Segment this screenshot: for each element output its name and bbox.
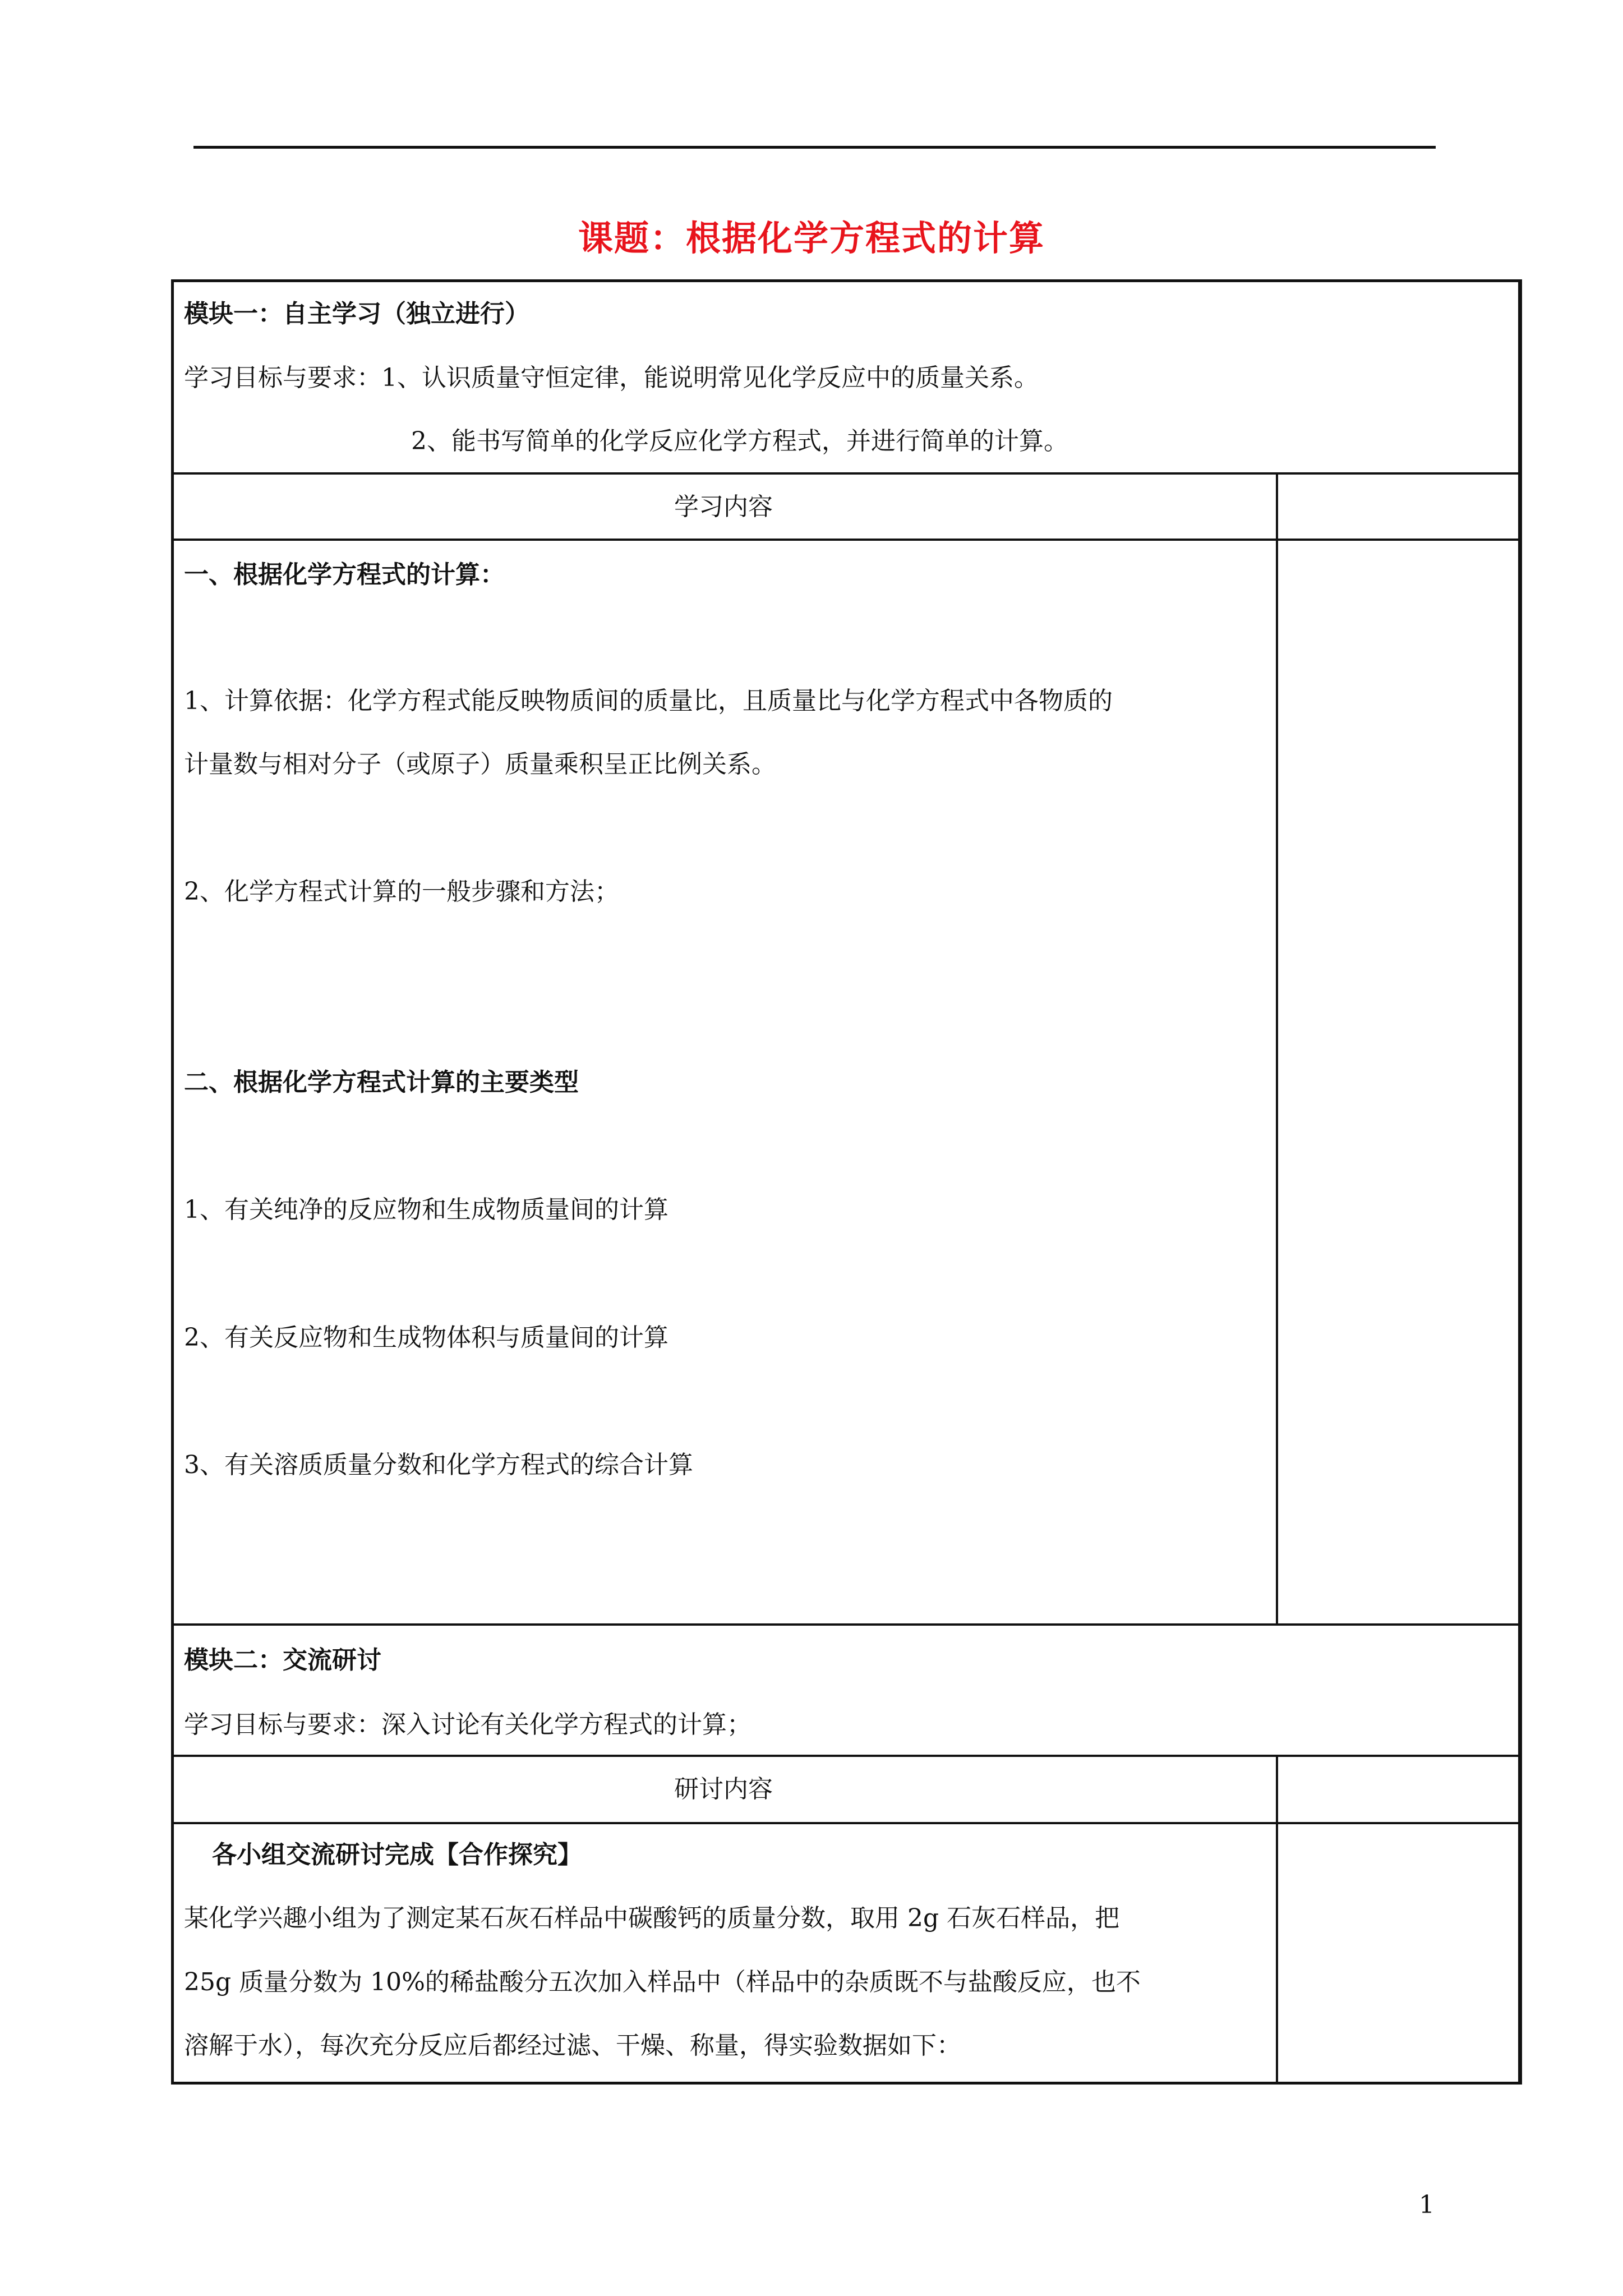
section2-title: 二、根据化学方程式计算的主要类型 (184, 1068, 579, 1097)
section1-title: 一、根据化学方程式的计算： (184, 560, 505, 589)
group-task-title: 各小组交流研讨完成【合作探究】 (212, 1841, 582, 1869)
page-title: 课题：根据化学方程式的计算 (578, 218, 1045, 259)
header-rule (193, 146, 1436, 149)
section1-item1-line2: 计量数与相对分子（或原子）质量乘积呈正比例关系。 (184, 750, 776, 779)
problem-para-line1: 某化学兴趣小组为了测定某石灰石样品中碳酸钙的质量分数，取用 2g 石灰石样品，把 (184, 1904, 1120, 1932)
problem-para-line3: 溶解于水），每次充分反应后都经过滤、干燥、称量，得实验数据如下： (184, 2031, 961, 2060)
module2-content-header: 研讨内容 (674, 1775, 773, 1803)
row-divider (171, 539, 1522, 541)
module1-goal-line1: 学习目标与要求：1、认识质量守恒定律，能说明常见化学反应中的质量关系。 (184, 364, 1039, 392)
module1-heading: 模块一：自主学习（独立进行） (184, 300, 529, 328)
row-divider (171, 1822, 1522, 1824)
module1-content-header: 学习内容 (674, 493, 773, 521)
column-divider (1276, 472, 1278, 1625)
section1-item1-line1: 1、计算依据：化学方程式能反映物质间的质量比，且质量比与化学方程式中各物质的 (184, 687, 1113, 715)
row-divider (171, 472, 1522, 475)
row-divider (171, 1755, 1522, 1757)
worksheet-table (171, 279, 1522, 2085)
module2-goal: 学习目标与要求：深入讨论有关化学方程式的计算； (184, 1710, 751, 1739)
row-divider (171, 1623, 1522, 1626)
section2-item1: 1、有关纯净的反应物和生成物质量间的计算 (184, 1195, 668, 1224)
column-divider (1276, 1755, 1278, 2085)
section2-item3: 3、有关溶质质量分数和化学方程式的综合计算 (184, 1451, 693, 1479)
section1-item2: 2、化学方程式计算的一般步骤和方法； (184, 877, 619, 906)
module2-heading: 模块二：交流研讨 (184, 1646, 381, 1674)
module1-goal-line2: 2、能书写简单的化学反应化学方程式，并进行简单的计算。 (411, 427, 1068, 455)
problem-para-line2: 25g 质量分数为 10%的稀盐酸分五次加入样品中（样品中的杂质既不与盐酸反应，也不 (184, 1968, 1141, 1996)
section2-item2: 2、有关反应物和生成物体积与质量间的计算 (184, 1323, 668, 1352)
page-number: 1 (1419, 2191, 1435, 2219)
